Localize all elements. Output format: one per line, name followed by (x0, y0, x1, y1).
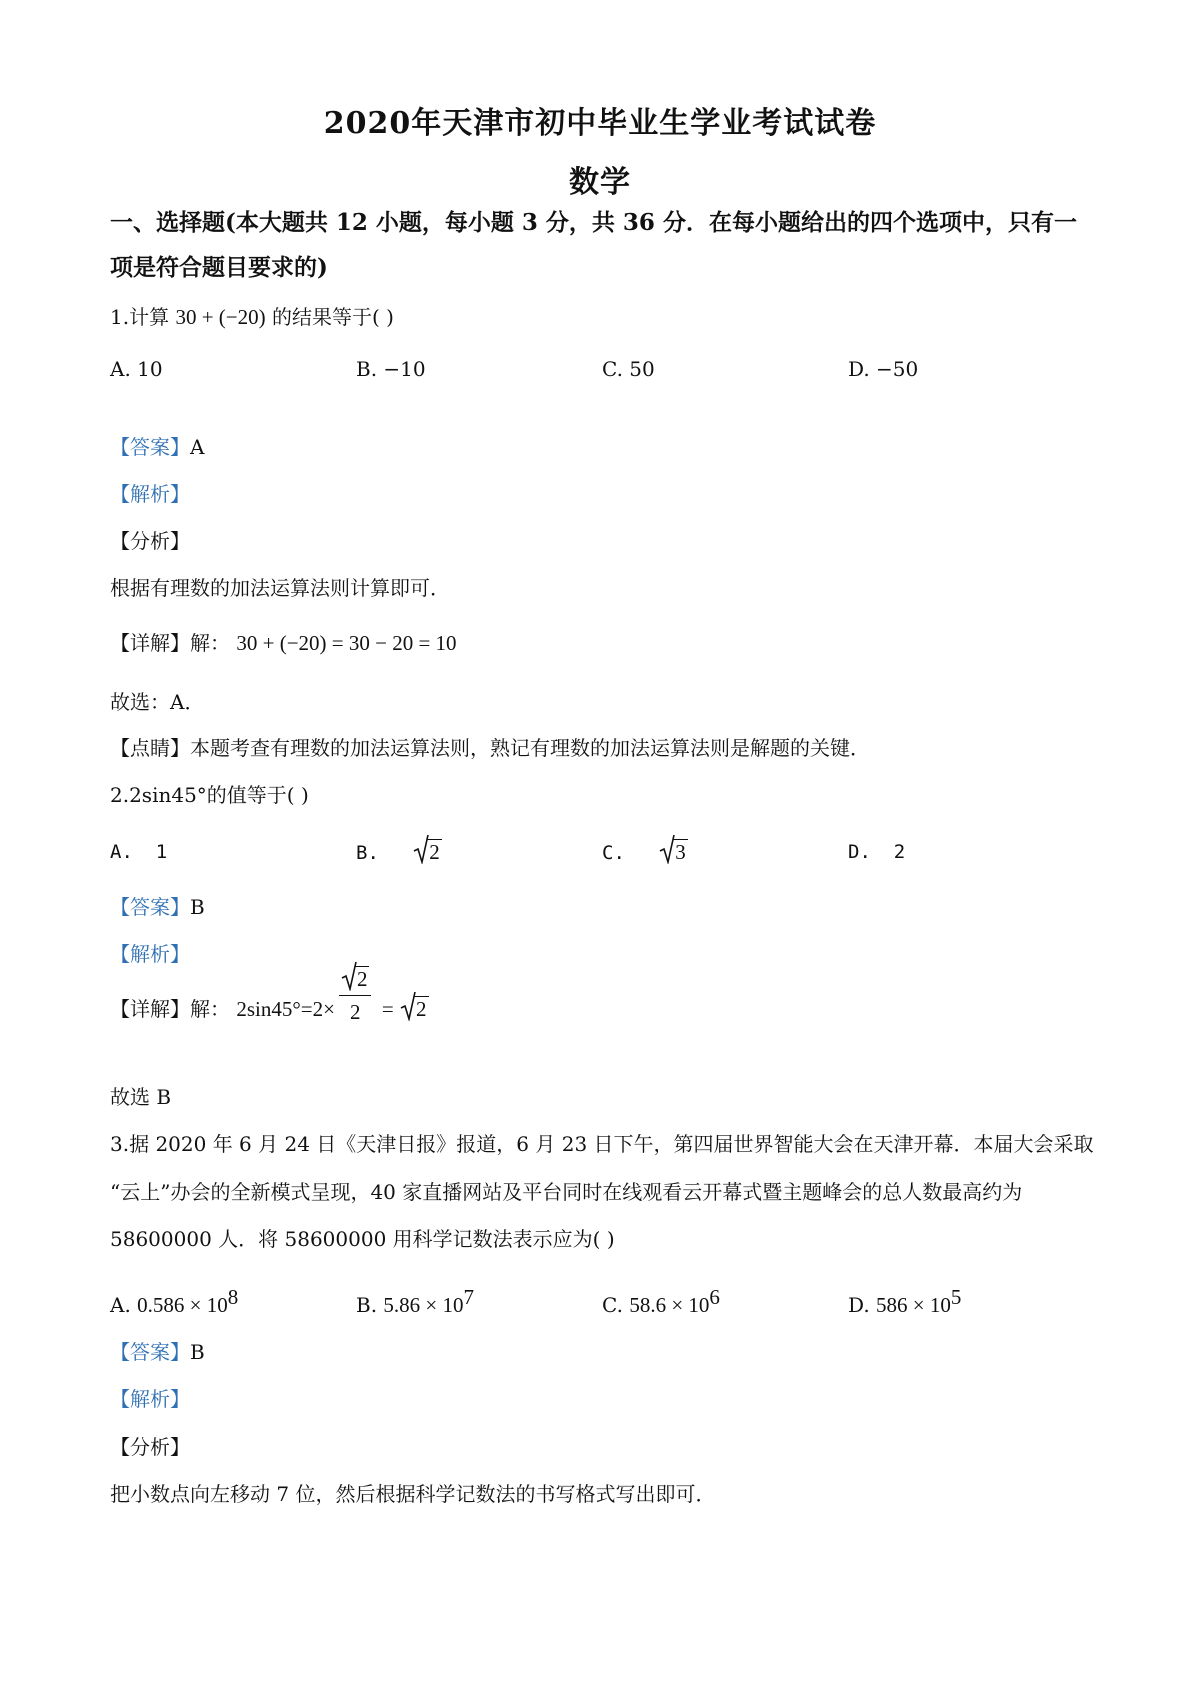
question-2-stem: 2.2sin45°的值等于( ) (110, 783, 309, 807)
q1-expression: 30 + (−20) (175, 305, 266, 329)
q1-fenxi-text: 根据有理数的加法运算法则计算即可． (110, 576, 450, 600)
detail-expression: 30 + (−20) = 30 − 20 = 10 (236, 631, 457, 655)
q1-option-d: D. −50 (848, 357, 919, 381)
question-3-line3: 58600000 人．将 58600000 用科学记数法表示应为( ) (110, 1227, 615, 1251)
q3-analysis-tag: 【解析】 (110, 1387, 190, 1411)
answer-value: A (190, 435, 205, 459)
q2-option-a-value: 1 (155, 841, 168, 863)
q2-option-c-label: C. (602, 842, 625, 864)
fraction-numerator: 2 (356, 967, 368, 991)
q3-answer (110, 1338, 205, 1366)
exam-subject: 数学 (569, 165, 631, 200)
q3-option-b (356, 1283, 474, 1319)
answer-value: B (190, 895, 205, 919)
q1-option-a: A. 10 (110, 357, 163, 381)
q1-prefix: 1.计算 (110, 305, 170, 329)
q2-option-a (110, 838, 167, 866)
dianjing-tag: 【点睛】 (110, 736, 190, 760)
detail-lhs: 2sin45°=2× (236, 997, 335, 1021)
q2-option-b (356, 838, 442, 867)
detail-tag: 【详解】 (110, 997, 190, 1021)
answer-tag: 【答案】 (110, 435, 190, 459)
q2-option-b-label: B. (356, 842, 379, 864)
q2-option-b-radicand: 2 (429, 840, 440, 864)
q3-option-a-base: 0.586 × 10 (137, 1293, 228, 1317)
q3-option-d-base: 586 × 10 (876, 1293, 951, 1317)
q3-option-b-base: 5.86 × 10 (383, 1293, 464, 1317)
detail-prefix: 解： (190, 631, 230, 655)
result-radicand: 2 (416, 997, 427, 1021)
sqrt-symbol (400, 995, 429, 1023)
q3-option-c (602, 1283, 720, 1319)
q1-suffix: 的结果等于( ) (272, 305, 394, 329)
exam-title: 2020年天津市初中毕业生学业考试试卷 (323, 106, 877, 141)
q2-choose: 故选 B (110, 1085, 172, 1109)
q3-option-d-label: D. (848, 1293, 870, 1317)
answer-tag: 【答案】 (110, 895, 190, 919)
q3-option-a-exponent: 8 (227, 1285, 239, 1309)
q2-option-d-value: 2 (893, 841, 906, 863)
fraction (339, 965, 372, 1026)
sqrt-symbol (659, 838, 688, 866)
q2-analysis-tag: 【解析】 (110, 942, 190, 966)
question-3-line2: “云上”办会的全新模式呈现，40 家直播网站及平台同时在线观看云开幕式暨主题峰会的总人数最高约为 (110, 1180, 1023, 1204)
q1-option-b: B. −10 (356, 357, 426, 381)
sqrt-symbol (341, 965, 370, 993)
q3-option-b-exponent: 7 (463, 1285, 475, 1309)
q1-option-c: C. 50 (602, 357, 655, 381)
q3-option-c-base: 58.6 × 10 (629, 1293, 710, 1317)
q3-option-a-label: A. (110, 1293, 131, 1317)
question-3-line1: 3.据 2020 年 6 月 24 日《天津日报》报道，6 月 23 日下午，第四届世界智能大会在天津开幕．本届大会采取 (110, 1132, 1094, 1156)
q3-option-d (848, 1283, 961, 1319)
fraction-denominator: 2 (349, 1000, 361, 1024)
q1-dianjing (110, 734, 870, 762)
section-heading-line2: 项是符合题目要求的) (110, 254, 328, 281)
q1-fenxi-tag: 【分析】 (110, 529, 190, 553)
question-1-stem (110, 303, 394, 331)
answer-value: B (190, 1340, 205, 1364)
q3-option-c-label: C. (602, 1293, 623, 1317)
q1-detail (110, 629, 457, 657)
q3-fenxi-tag: 【分析】 (110, 1435, 190, 1459)
section-heading-line1: 一、选择题(本大题共 12 小题，每小题 3 分，共 36 分．在每小题给出的四个选项中，只有一 (110, 209, 1077, 236)
q1-answer (110, 433, 204, 461)
q3-option-a (110, 1283, 238, 1319)
q2-answer (110, 893, 205, 921)
detail-prefix: 解： (190, 997, 230, 1021)
q3-fenxi-text: 把小数点向左移动 7 位，然后根据科学记数法的书写格式写出即可． (110, 1482, 716, 1506)
q1-analysis-tag: 【解析】 (110, 482, 190, 506)
q2-option-d-label: D. (848, 841, 871, 863)
equals-sign: = (381, 997, 394, 1021)
q2-option-a-label: A. (110, 841, 133, 863)
q2-option-d (848, 838, 905, 866)
q1-choose: 故选：A． (110, 690, 205, 714)
q2-detail (110, 967, 429, 1055)
q3-option-d-exponent: 5 (950, 1285, 962, 1309)
q3-option-c-exponent: 6 (709, 1285, 720, 1309)
q2-option-c-radicand: 3 (675, 840, 686, 864)
q3-option-b-label: B. (356, 1293, 378, 1317)
dianjing-text: 本题考查有理数的加法运算法则，熟记有理数的加法运算法则是解题的关键． (190, 736, 870, 760)
answer-tag: 【答案】 (110, 1340, 190, 1364)
sqrt-symbol (413, 838, 442, 866)
detail-tag: 【详解】 (110, 631, 190, 655)
q2-option-c (602, 838, 688, 867)
